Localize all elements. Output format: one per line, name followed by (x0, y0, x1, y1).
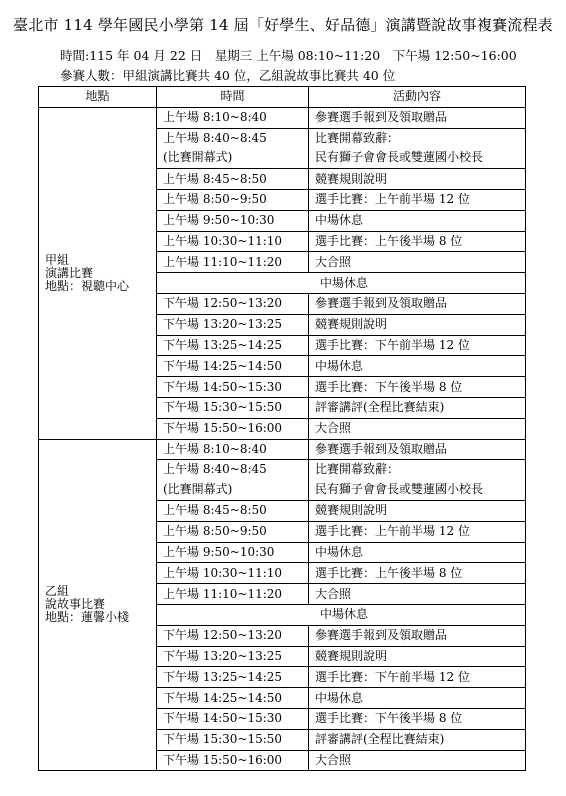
time-cell: 下午場 13:25~14:25 (157, 335, 309, 356)
time-cell (157, 128, 309, 169)
time-cell: 上午場 8:10~8:40 (157, 439, 309, 460)
time-cell: 下午場 15:50~16:00 (157, 750, 309, 771)
time-cell: 上午場 8:50~9:50 (157, 521, 309, 542)
participant-count-info: 參賽人數：甲組演講比賽共 40 位，乙組說故事比賽共 40 位 (60, 68, 396, 83)
venue-cell (39, 107, 157, 439)
time-cell: 下午場 13:20~13:25 (157, 646, 309, 667)
column-header-time: 時間 (157, 87, 309, 108)
table-row (39, 107, 526, 128)
column-header-venue: 地點 (39, 87, 157, 108)
activity-cell (309, 128, 526, 169)
time-cell: 上午場 10:30~11:10 (157, 563, 309, 584)
activity-cell: 選手比賽：上午後半場 8 位 (309, 231, 526, 252)
activity-cell: 競賽規則說明 (309, 169, 526, 190)
activity-cell: 選手比賽：下午前半場 12 位 (309, 335, 526, 356)
time-cell: 下午場 15:30~15:50 (157, 397, 309, 418)
activity-cell: 選手比賽：下午前半場 12 位 (309, 667, 526, 688)
venue-line: 演講比賽 (45, 265, 94, 280)
activity-cell: 選手比賽：上午後半場 8 位 (309, 563, 526, 584)
venue-line: 說故事比賽 (45, 597, 106, 612)
time-cell: 上午場 9:50~10:30 (157, 210, 309, 231)
time-cell: 下午場 14:50~15:30 (157, 377, 309, 398)
time-cell: 上午場 8:10~8:40 (157, 107, 309, 128)
activity-text: 比賽開幕致辭： (315, 130, 400, 145)
time-cell: 下午場 13:25~14:25 (157, 667, 309, 688)
activity-cell (309, 460, 526, 501)
activity-cell: 參賽選手報到及領取贈品 (309, 625, 526, 646)
venue-line: 甲組 (45, 252, 70, 267)
time-cell: 上午場 11:10~11:20 (157, 584, 309, 605)
activity-cell: 中場休息 (309, 542, 526, 563)
activity-cell: 參賽選手報到及領取贈品 (309, 293, 526, 314)
time-cell: 下午場 12:50~13:20 (157, 293, 309, 314)
activity-cell: 大合照 (309, 418, 526, 439)
break-cell: 中場休息 (157, 604, 526, 625)
column-header-activity: 活動內容 (309, 87, 526, 108)
time-cell: 下午場 14:25~14:50 (157, 356, 309, 377)
time-cell: 下午場 14:50~15:30 (157, 708, 309, 729)
activity-cell: 選手比賽：下午後半場 8 位 (309, 377, 526, 398)
time-note: (比賽開幕式) (163, 482, 233, 497)
activity-cell: 大合照 (309, 750, 526, 771)
activity-cell: 大合照 (309, 252, 526, 273)
activity-cell: 選手比賽：上午前半場 12 位 (309, 521, 526, 542)
activity-cell: 大合照 (309, 584, 526, 605)
activity-cell: 競賽規則說明 (309, 314, 526, 335)
activity-cell: 競賽規則說明 (309, 646, 526, 667)
activity-cell: 競賽規則說明 (309, 500, 526, 521)
venue-line: 乙組 (45, 584, 70, 599)
time-cell (157, 460, 309, 501)
schedule-table (38, 86, 526, 771)
activity-cell: 中場休息 (309, 210, 526, 231)
activity-cell: 中場休息 (309, 688, 526, 709)
time-text: 上午場 8:40~8:45 (163, 130, 267, 145)
time-cell: 下午場 15:30~15:50 (157, 729, 309, 750)
time-note: (比賽開幕式) (163, 150, 233, 165)
activity-note: 民有獅子會會長或雙蓮國小校長 (315, 150, 484, 165)
time-cell: 上午場 9:50~10:30 (157, 542, 309, 563)
time-cell: 上午場 8:45~8:50 (157, 169, 309, 190)
venue-line: 地點：視聽中心 (45, 278, 130, 293)
time-cell: 下午場 15:50~16:00 (157, 418, 309, 439)
schedule-table-body (39, 107, 526, 771)
activity-cell: 選手比賽：下午後半場 8 位 (309, 708, 526, 729)
time-cell: 上午場 10:30~11:10 (157, 231, 309, 252)
time-cell: 上午場 8:50~9:50 (157, 189, 309, 210)
time-cell: 下午場 14:25~14:50 (157, 688, 309, 709)
page-title: 臺北市 114 學年國民小學第 14 屆「好學生、好品德」演講暨說故事複賽流程表 (13, 16, 553, 34)
time-cell: 上午場 8:45~8:50 (157, 500, 309, 521)
activity-cell: 參賽選手報到及領取贈品 (309, 107, 526, 128)
event-time-info: 時間:115 年 04 月 22 日 星期三 上午場 08:10~11:20 下午場 12:50~16:00 (60, 48, 517, 63)
time-cell: 下午場 12:50~13:20 (157, 625, 309, 646)
table-row (39, 439, 526, 460)
activity-cell: 中場休息 (309, 356, 526, 377)
activity-cell: 參賽選手報到及領取贈品 (309, 439, 526, 460)
activity-note: 民有獅子會會長或雙蓮國小校長 (315, 482, 484, 497)
venue-cell (39, 439, 157, 771)
time-cell: 上午場 11:10~11:20 (157, 252, 309, 273)
time-cell: 下午場 13:20~13:25 (157, 314, 309, 335)
time-text: 上午場 8:40~8:45 (163, 462, 267, 477)
activity-text: 比賽開幕致辭： (315, 462, 400, 477)
activity-cell: 評審講評(全程比賽結束) (309, 729, 526, 750)
activity-cell: 選手比賽：上午前半場 12 位 (309, 189, 526, 210)
venue-line: 地點：蓮馨小棧 (45, 610, 130, 625)
break-cell: 中場休息 (157, 273, 526, 294)
activity-cell: 評審講評(全程比賽結束) (309, 397, 526, 418)
table-header-row (39, 87, 526, 108)
